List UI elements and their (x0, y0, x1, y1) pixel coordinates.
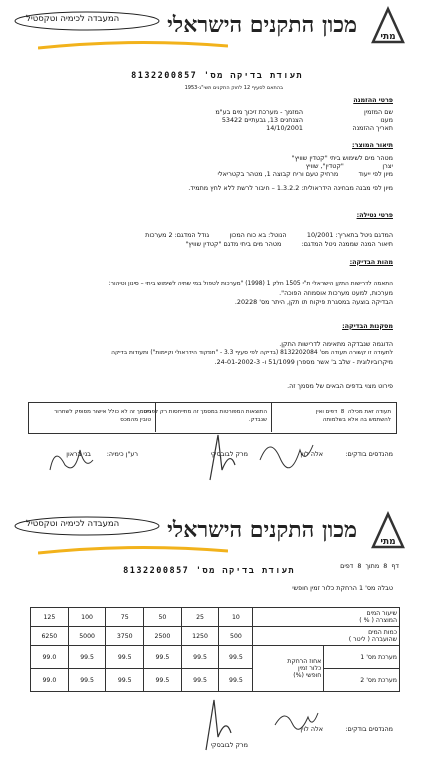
details-note: פירוט מצוי בדפים הבאים של מסמך זה. (287, 382, 393, 390)
table-cell: 75 (106, 608, 144, 627)
signature-1 (255, 430, 315, 470)
order-value-name: המזמך - מערכת זיכוך מים בע"מ (215, 108, 303, 116)
system-label: מערכת מס' 1 (324, 646, 400, 669)
section-product-heading: תיאור המוצר: (352, 141, 393, 149)
table-cell: 99.0 (31, 646, 69, 669)
signer-name: אלה לוין (300, 725, 323, 733)
table-cell: 2500 (144, 627, 182, 646)
signer-name: מרק לבובסקי (210, 450, 248, 458)
table-cell: 3750 (106, 627, 144, 646)
brand-swoosh (38, 40, 228, 50)
row-header: שיעור המים המוצרה ( % ) (253, 608, 400, 627)
table-cell: 99.5 (144, 669, 182, 692)
section-conclusions-heading: מסקנות הבדיקה: (342, 322, 393, 330)
brand-swoosh (38, 545, 228, 555)
order-label-date: תאריך ההזמנה (352, 124, 393, 132)
table-cell: 99.5 (144, 646, 182, 669)
chlorine-removal-table (30, 607, 400, 692)
institute-name: מכון התקנים הישראלי (167, 12, 357, 38)
section-order-heading: פרטי ההזמנה (353, 96, 393, 104)
certificate-title: תעודת בדיקה מס' 8132200857 (123, 566, 295, 576)
table-cell: 100 (68, 608, 106, 627)
row-header: כמות המים שהועברה ( ליטר ) (253, 627, 400, 646)
order-label-name: שם המזמין (363, 108, 393, 116)
section-sample-heading: פרטי נטילה: (356, 211, 393, 219)
table-row (31, 608, 400, 627)
signer-name: אלה לוין (300, 450, 323, 458)
page-header (8, 505, 415, 563)
table-caption: טבלה מס' 1 הרחקת כלור זמין חופשי (292, 584, 393, 592)
signature-2 (196, 695, 236, 755)
table-cell: 500 (219, 627, 253, 646)
sample-line: המדגם ניטל בתאריך: 10/2001 הנוטל: בא כוח המכון גודל המדגם: 2 מערכות (145, 231, 393, 239)
page-indicator: דף 8 מתוך 8 דפים (340, 562, 399, 570)
conclusion-line: מיקרוביולוגית - שלב ב' אשר מספרן 51/1099 ו- 24-01-2002-3. (214, 358, 393, 366)
product-line: יצרן "קטדין", שוויץ (305, 162, 393, 170)
table-cell: 99.0 (31, 669, 69, 692)
page-header (8, 0, 415, 58)
signer-name: בני בראון (66, 450, 91, 458)
signers-label: מהנדסים בודקים: (345, 725, 393, 733)
table-row (31, 646, 400, 669)
section-test-heading: מהות הבדיקה: (349, 258, 393, 266)
product-line: מיון לפי מבנה מבחינה הידראולית: 1.3.2.2 – חיבור לרשת ללא לחץ מתמיד. (188, 184, 393, 192)
table-cell: 99.5 (68, 646, 106, 669)
table-cell: 10 (219, 608, 253, 627)
table-cell: 99.5 (219, 646, 253, 669)
table-cell: 6250 (31, 627, 69, 646)
table-cell: 5000 (68, 627, 106, 646)
table-cell: 99.5 (106, 646, 144, 669)
measure-label: אחוז הרחקת כלור זמין חופשי (%) (253, 646, 324, 692)
test-line: התאמה לדרישות התקן הישראלי ת"י 1505 חלק 1 (1998) "מערכות לטפול במי שתיה לשימוש ביתי – סינון וטיהור: (108, 281, 393, 287)
lab-unit-badge (12, 515, 162, 537)
table-cell: 50 (144, 608, 182, 627)
lab-unit-badge (12, 10, 162, 32)
order-value-address: הצנחנים 13, גבעתיים 53422 (221, 116, 303, 124)
certificate-title: תעודת בדיקה מס' 8132200857 (131, 71, 303, 81)
svg-text:מתי: מתי (380, 537, 396, 547)
certificate-subtitle: בהתאם לסעיף 12 לחוק התקנים תשי"ג-1953 (184, 85, 283, 91)
product-line: מיון לפי ייעוד מרחיק טעם וריח קבוצה 1, מטהר בקטריאלי (217, 170, 393, 178)
signature-2 (200, 430, 240, 485)
disclaimer-cell: מסמך זה לא כולל אישור מסופק לשחרור טובין מהמכס (54, 409, 151, 423)
signature-1 (270, 703, 320, 733)
disclaimer-divider (271, 402, 272, 432)
table-cell: 1250 (181, 627, 219, 646)
table-cell: 99.5 (181, 669, 219, 692)
svg-text:מתי: מתי (380, 32, 396, 42)
institute-name: מכון התקנים הישראלי (167, 517, 357, 543)
institute-logo (367, 6, 409, 48)
table-cell: 125 (31, 608, 69, 627)
disclaimer-cell: תעודה זאת מכילה 8 דפים ואין להשתמש בה אלא בשלמותה (315, 409, 391, 423)
sample-line: תיאור המנה שממנה ניטל המדגם: מטהר מים ביתי מדגם "קטדין שוויץ" (185, 240, 393, 248)
test-line: מערכות, למעט מערכות אוסמוזה הפוכה". (279, 289, 393, 297)
table-cell: 25 (181, 608, 219, 627)
signer-name: מרק לבובסקי (210, 741, 248, 749)
table-cell: 99.5 (106, 669, 144, 692)
disclaimer-cell: התוצאות המפורטות במסמך זה מתייחסות רק לפריט שנבדק. (143, 409, 267, 423)
institute-logo (367, 511, 409, 553)
lab-unit-label: המעבדה לכימיה וטקסטיל (26, 14, 120, 24)
signers-label: מהנדסים בודקים: (345, 450, 393, 458)
table-cell: 99.5 (181, 646, 219, 669)
lab-unit-label: המעבדה לכימיה וטקסטיל (26, 519, 120, 529)
table-cell: 99.5 (219, 669, 253, 692)
table-cell: 99.5 (68, 669, 106, 692)
table-row (31, 669, 400, 692)
table-row (31, 627, 400, 646)
product-line: מטהר מים לשימוש ביתי "קטדין שוויץ" (291, 154, 393, 162)
certificate-page-2 (0, 505, 423, 768)
signature-3 (45, 440, 95, 480)
test-line: הבדיקה בוצעה במסגרת פיקוח תו תקן, היתר מס' 20228. (234, 298, 393, 306)
order-label-address: מענו (380, 116, 393, 124)
signer-title: רע"ן כימיה: (106, 450, 138, 458)
system-label: מערכת מס' 2 (324, 669, 400, 692)
order-value-date: 14/10/2001 (266, 124, 303, 132)
conclusion-line: הדוגמה שנבדקה מתאימה לדרישות התקן. (279, 340, 393, 348)
conclusion-line: לתעודה זו קשורה תעודה מס' 8132202084 (בדיקה לפי סעיף 3.3 - "תפקוד הידראולי וקיימות") ותעודות בדיקה (111, 350, 393, 356)
